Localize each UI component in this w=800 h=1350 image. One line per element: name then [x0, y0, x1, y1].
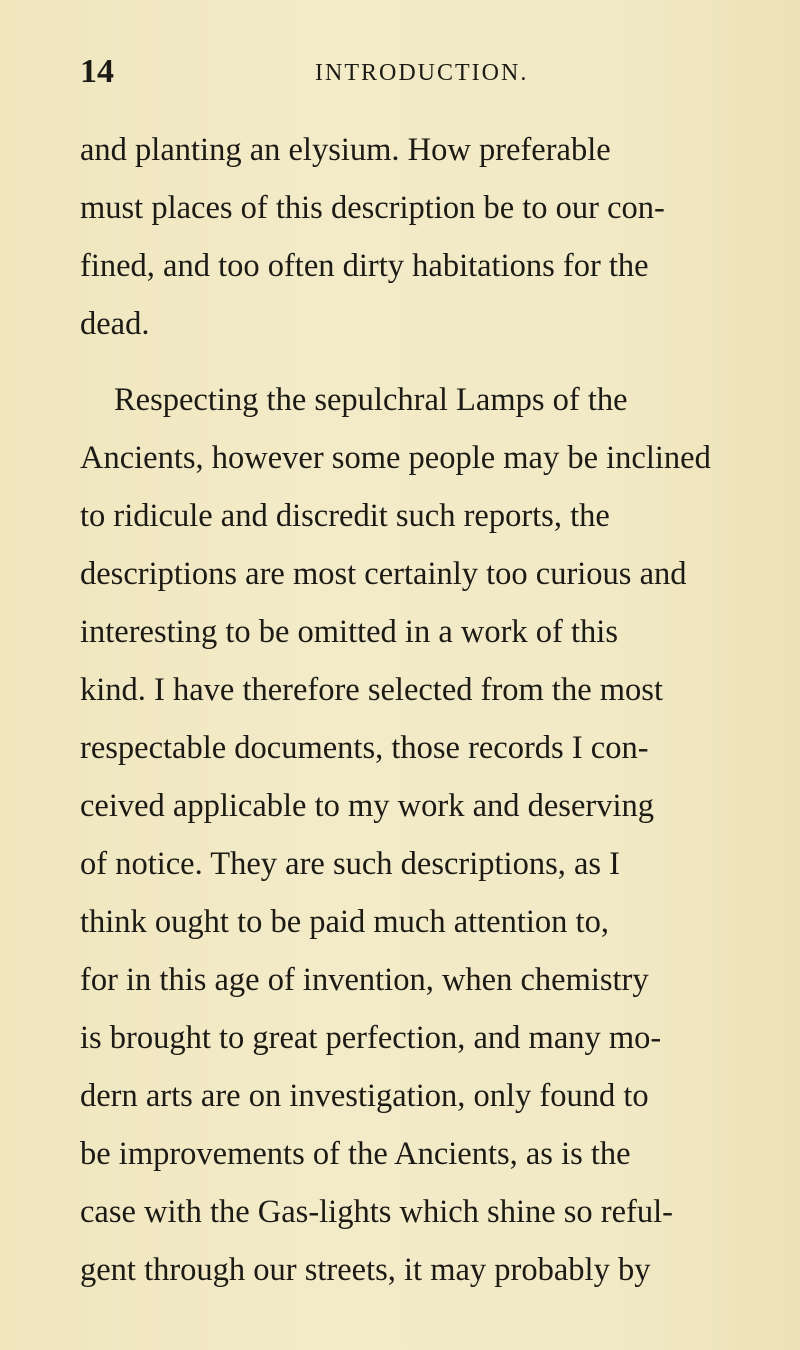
- text-line: respectable documents, those records I con-: [80, 730, 649, 766]
- text-line: descriptions are most certainly too curious and: [80, 556, 687, 592]
- text-line: gent through our streets, it may probably by: [80, 1252, 651, 1288]
- text-line: dern arts are on investigation, only found to: [80, 1078, 649, 1114]
- text-line: interesting to be omitted in a work of this: [80, 614, 618, 650]
- text-line: for in this age of invention, when chemistry: [80, 962, 649, 998]
- text-line: Ancients, however some people may be inclined: [80, 440, 711, 476]
- page-header: [80, 52, 760, 92]
- text-line: ceived applicable to my work and deserving: [80, 788, 654, 824]
- text-line: to ridicule and discredit such reports, the: [80, 498, 610, 534]
- text-line: kind. I have therefore selected from the most: [80, 672, 663, 708]
- paragraph-start-line: Respecting the sepulchral Lamps of the: [114, 382, 628, 418]
- text-line: dead.: [80, 306, 150, 342]
- text-line: and planting an elysium. How preferable: [80, 132, 611, 168]
- running-head: INTRODUCTION.: [315, 60, 529, 86]
- text-line: of notice. They are such descriptions, as I: [80, 846, 620, 882]
- text-line: case with the Gas-lights which shine so reful-: [80, 1194, 673, 1230]
- text-line: must places of this description be to our con-: [80, 190, 665, 226]
- text-line: is brought to great perfection, and many mo-: [80, 1020, 662, 1056]
- text-line: fined, and too often dirty habitations for the: [80, 248, 649, 284]
- text-line: be improvements of the Ancients, as is the: [80, 1136, 631, 1172]
- text-line: think ought to be paid much attention to,: [80, 904, 609, 940]
- page-number: 14: [80, 53, 114, 90]
